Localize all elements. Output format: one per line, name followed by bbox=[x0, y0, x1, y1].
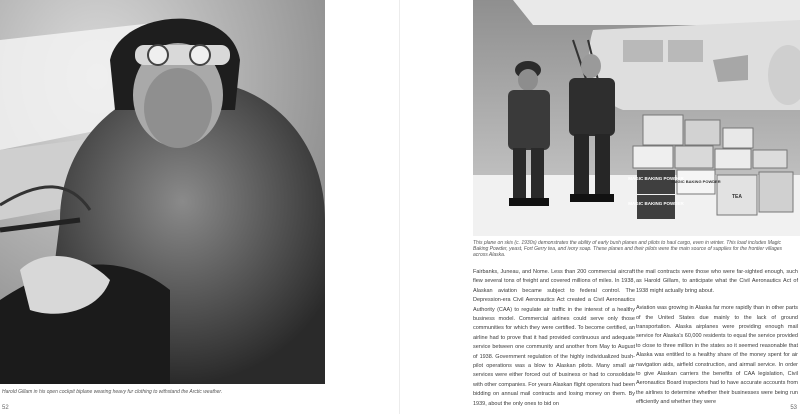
cargo-plane-photo bbox=[473, 0, 800, 236]
box-label: MAGIC BAKING POWDER bbox=[628, 176, 684, 181]
paragraph: Aviation was growing in Alaska far more rapidly than in other parts of the United States due mainly to the lack of ground transportation. Alaska airplanes were providing enough mail service for Alaska's 60,000 residents to equal the service provided to close to three million in the states so it seemed reasonable that Alaska was entitled to a healthy share of the money spent for air navigation aids, airfield construction, and airmail service. In order to give Alaskan carriers the benefits of CAA legislation, Civil Aeronautics Board inspectors had to have accurate accounts from the airlines to determine whether their businesses were being run efficiently and whether they were bbox=[636, 305, 798, 406]
paragraph: Fairbanks, Juneau, and Nome. Less than 200 commercial aircraft flew several tons of freight and covered millions of miles. In 1938, Alaskan aviation became subject to federal control. The Depression-era Civil Aeronautics Act created a Civil Aeronautics Authority (CAA) to regulate air traffic in the interest of a healthy business model. Commercial airlines could serve only those communities for which they were certified. To become certified, an airline had to prove that it had provided continuous and adequate service between one community and another from May to August of 1938. Government regulation of the highly individualized bush-pilot operations was a blow to Alaskan pilots. Many small air services were either forced out of business or had to consolidate with other companies. For years Alaskan flight operators had been bidding on annual mail contracts and losing money on them. By 1939, about the only ones to bid on bbox=[473, 269, 635, 407]
right-page bbox=[400, 0, 800, 414]
page-number-right: 53 bbox=[790, 405, 797, 411]
box-label: TEA bbox=[732, 194, 742, 200]
cargo-photo-caption: This plane on skis (c. 1930s) demonstrates the ability of early bush planes and pilots to haul cargo, even in winter. This load includes Magic Baking Powder, yeast, Fort Gerry tea, and ivory soap. These planes and their pilots were the main source of supplies for the frontier villages across Alaska. bbox=[473, 240, 783, 258]
pilot-photo-graphic bbox=[0, 0, 325, 384]
left-page bbox=[0, 0, 400, 414]
cargo-plane-photo-graphic bbox=[473, 0, 800, 236]
paragraph: the mail contracts were those who were far-sighted enough, such as Harold Gillam, to anticipate what the Civil Aeronautics Act of 1938 might actually bring about. bbox=[636, 269, 798, 294]
box-label: MAGIC BAKING POWDER bbox=[671, 179, 721, 184]
pilot-photo bbox=[0, 0, 325, 384]
page-number-left: 52 bbox=[2, 405, 9, 411]
box-label: MAGIC BAKING POWDER bbox=[628, 201, 684, 206]
text-column-1 bbox=[473, 268, 635, 417]
text-column-2 bbox=[636, 268, 798, 416]
pilot-photo-caption: Harold Gillam in his open cockpit biplane wearing heavy fur clothing to withstand the Arctic weather. bbox=[2, 389, 223, 395]
